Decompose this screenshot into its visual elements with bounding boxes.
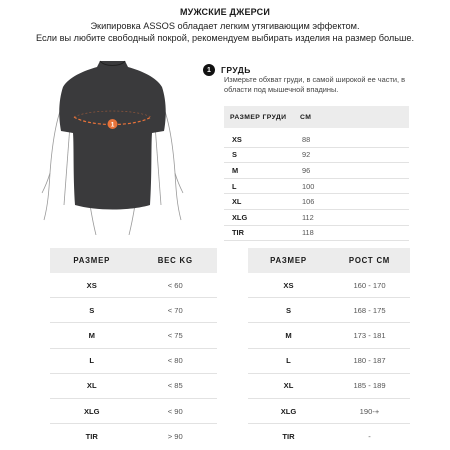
chest-badge: 1 bbox=[203, 64, 215, 76]
chest-marker-label: 1 bbox=[110, 121, 115, 129]
value-cell: - bbox=[368, 431, 371, 441]
table-row bbox=[50, 273, 217, 298]
value-cell: 173 - 181 bbox=[353, 330, 386, 340]
size-cell: L bbox=[89, 356, 95, 366]
size-cell: M bbox=[88, 330, 95, 340]
subtitle-line: Если вы любите свободный покрой, рекомендуем выбирать изделия на размер больше. bbox=[35, 33, 415, 43]
size-cell: XL bbox=[283, 381, 294, 391]
weight-table bbox=[50, 248, 217, 448]
size-cell: L bbox=[286, 356, 291, 366]
size-cell: XL bbox=[86, 381, 97, 391]
value-cell: 88 bbox=[302, 134, 311, 144]
value-cell: 168 - 175 bbox=[353, 305, 386, 315]
column-header: РОСТ СМ bbox=[348, 256, 391, 265]
table-row bbox=[248, 323, 410, 348]
table-row bbox=[224, 132, 409, 148]
size-cell: TIR bbox=[85, 431, 98, 441]
table-row bbox=[50, 298, 217, 323]
table-row bbox=[248, 399, 410, 424]
value-cell: 160 - 170 bbox=[353, 280, 386, 290]
table-row bbox=[50, 349, 217, 374]
column-header: РАЗМЕР bbox=[270, 256, 307, 265]
chest-table-header bbox=[224, 106, 409, 128]
table-row bbox=[224, 210, 409, 226]
table-row bbox=[248, 273, 410, 298]
size-cell: TIR bbox=[232, 228, 244, 238]
table-row bbox=[50, 374, 217, 399]
chest-size-table bbox=[224, 106, 409, 241]
table-row bbox=[224, 226, 409, 242]
value-cell: 100 bbox=[302, 181, 315, 191]
chest-description: Измерьте обхват груди, в самой широкой ее части, в области под мышечной впадины. bbox=[224, 75, 406, 94]
column-header: РАЗМЕР bbox=[73, 256, 111, 265]
height-table bbox=[248, 248, 410, 448]
value-cell: > 90 bbox=[167, 431, 183, 441]
value-cell: 106 bbox=[302, 197, 315, 207]
column-header: РАЗМЕР ГРУДИ bbox=[230, 113, 287, 121]
value-cell: < 80 bbox=[167, 356, 183, 366]
table-row bbox=[248, 298, 410, 323]
value-cell: < 70 bbox=[167, 305, 183, 315]
size-cell: XS bbox=[283, 280, 294, 290]
table-row bbox=[248, 349, 410, 374]
size-cell: M bbox=[232, 165, 239, 175]
value-cell: 185 - 189 bbox=[353, 381, 386, 391]
table-row bbox=[248, 374, 410, 399]
size-cell: L bbox=[232, 181, 237, 191]
chest-title: ГРУДЬ bbox=[221, 65, 251, 75]
size-cell: M bbox=[285, 330, 292, 340]
column-header: СМ bbox=[300, 113, 312, 121]
value-cell: < 85 bbox=[167, 381, 183, 391]
size-cell: S bbox=[89, 305, 95, 315]
size-cell: XLG bbox=[83, 406, 100, 416]
value-cell: < 60 bbox=[167, 280, 183, 290]
page-subtitle bbox=[0, 20, 450, 44]
body-figure bbox=[30, 55, 195, 235]
size-cell: S bbox=[232, 150, 237, 160]
table-row bbox=[50, 399, 217, 424]
size-cell: XL bbox=[232, 197, 242, 207]
size-cell: TIR bbox=[282, 431, 295, 441]
weight-table-header bbox=[50, 248, 217, 273]
table-row bbox=[50, 323, 217, 348]
size-cell: XS bbox=[232, 134, 242, 144]
value-cell: 96 bbox=[302, 165, 311, 175]
value-cell: 112 bbox=[302, 212, 314, 222]
value-cell: 180 - 187 bbox=[353, 356, 386, 366]
table-row bbox=[224, 194, 409, 210]
table-row bbox=[224, 163, 409, 179]
table-row bbox=[50, 424, 217, 448]
height-table-header bbox=[248, 248, 410, 273]
jersey-shape bbox=[59, 61, 165, 210]
value-cell: 92 bbox=[302, 150, 311, 160]
table-row bbox=[224, 148, 409, 164]
size-cell: S bbox=[285, 305, 292, 315]
table-row bbox=[224, 179, 409, 195]
size-cell: XLG bbox=[232, 212, 248, 222]
torso-illustration bbox=[30, 55, 195, 235]
subtitle-line: Экипировка ASSOS обладает легким утягивающим эффектом. bbox=[90, 21, 360, 31]
value-cell: < 75 bbox=[167, 330, 183, 340]
size-cell: XLG bbox=[280, 406, 297, 416]
column-header: ВЕС KG bbox=[157, 256, 193, 265]
value-cell: < 90 bbox=[167, 406, 183, 416]
size-cell: XS bbox=[86, 280, 97, 290]
table-row bbox=[248, 424, 410, 448]
value-cell: 118 bbox=[302, 228, 314, 238]
page-title: МУЖСКИЕ ДЖЕРСИ bbox=[179, 7, 271, 17]
value-cell: 190-+ bbox=[359, 406, 380, 416]
